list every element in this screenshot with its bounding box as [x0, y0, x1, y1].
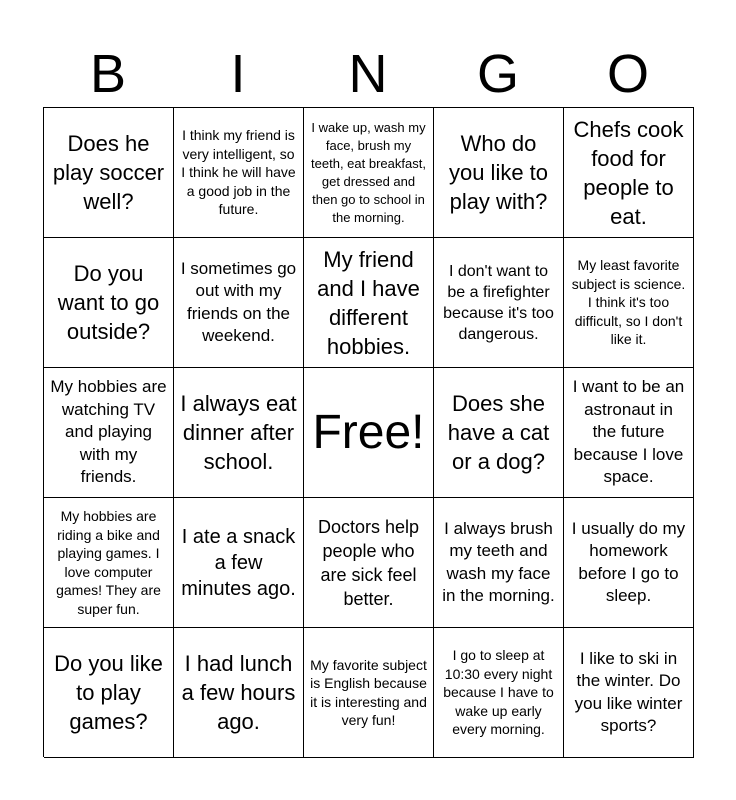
bingo-cell[interactable] — [434, 498, 564, 628]
bingo-cell[interactable] — [304, 498, 434, 628]
cell-text: My hobbies are riding a bike and playing games. I love computer games! They are super fun. — [56, 508, 161, 617]
bingo-cell[interactable] — [174, 498, 304, 628]
bingo-cell[interactable] — [434, 238, 564, 368]
cell-text: Doctors help people who are sick feel better. — [317, 516, 420, 609]
bingo-cell[interactable] — [44, 628, 174, 758]
cell-text: My hobbies are watching TV and playing with my friends. — [50, 377, 167, 487]
cell-text: I ate a snack a few minutes ago. — [181, 525, 296, 600]
header-letter-i: I — [230, 44, 246, 104]
bingo-cell[interactable] — [44, 238, 174, 368]
free-text: Free! — [312, 405, 425, 459]
cell-text: My least favorite subject is science. I think it's too difficult, so I don't like it. — [571, 257, 686, 348]
bingo-header — [43, 42, 693, 106]
cell-text: I want to be an astronaut in the future because I love space. — [572, 377, 685, 487]
cell-text: Does he play soccer well? — [52, 131, 165, 214]
bingo-cell[interactable] — [434, 368, 564, 498]
cell-text: Do you like to play games? — [54, 651, 163, 734]
bingo-cell[interactable] — [564, 628, 694, 758]
cell-text: I always eat dinner after school. — [180, 391, 297, 474]
cell-text: I had lunch a few hours ago. — [181, 651, 296, 734]
bingo-cell[interactable] — [304, 238, 434, 368]
bingo-cell[interactable] — [304, 628, 434, 758]
cell-text: I wake up, wash my face, brush my teeth, eat breakfast, get dressed and then go to school in the morning. — [311, 119, 426, 225]
cell-text: I like to ski in the winter. Do you like winter sports? — [574, 648, 683, 735]
cell-text: I sometimes go out with my friends on the weekend. — [180, 258, 297, 345]
header-letter-b: B — [89, 44, 127, 104]
bingo-cell[interactable] — [564, 108, 694, 238]
header-letter-o: O — [606, 44, 649, 104]
free-space[interactable] — [304, 368, 434, 498]
bingo-cell[interactable] — [44, 108, 174, 238]
cell-text: I always brush my teeth and wash my face in the morning. — [442, 518, 555, 605]
bingo-cell[interactable] — [564, 238, 694, 368]
cell-text: Who do you like to play with? — [448, 131, 549, 214]
cell-text: Chefs cook food for people to eat. — [573, 116, 684, 229]
cell-text: I go to sleep at 10:30 every night because I have to wake up early every morning. — [443, 647, 554, 738]
cell-text: My friend and I have different hobbies. — [317, 246, 420, 359]
cell-text: I think my friend is very intelligent, so I think he will have a good job in the future. — [181, 127, 296, 218]
cell-text: Does she have a cat or a dog? — [447, 391, 550, 474]
bingo-cell[interactable] — [434, 628, 564, 758]
bingo-cell[interactable] — [44, 368, 174, 498]
bingo-cell[interactable] — [434, 108, 564, 238]
header-letter-n: N — [348, 44, 388, 104]
bingo-cell[interactable] — [564, 368, 694, 498]
bingo-cell[interactable] — [174, 108, 304, 238]
bingo-board — [43, 107, 694, 757]
cell-text: My favorite subject is English because it is interesting and very fun! — [310, 656, 427, 728]
bingo-cell[interactable] — [174, 368, 304, 498]
bingo-cell[interactable] — [44, 498, 174, 628]
bingo-cell[interactable] — [174, 628, 304, 758]
bingo-cell[interactable] — [564, 498, 694, 628]
cell-text: Do you want to go outside? — [57, 261, 160, 344]
header-letter-g: G — [476, 44, 519, 104]
bingo-cell[interactable] — [304, 108, 434, 238]
cell-text: I don't want to be a firefighter because it's too dangerous. — [443, 262, 554, 343]
bingo-cell[interactable] — [174, 238, 304, 368]
cell-text: I usually do my homework before I go to sleep. — [571, 518, 686, 605]
